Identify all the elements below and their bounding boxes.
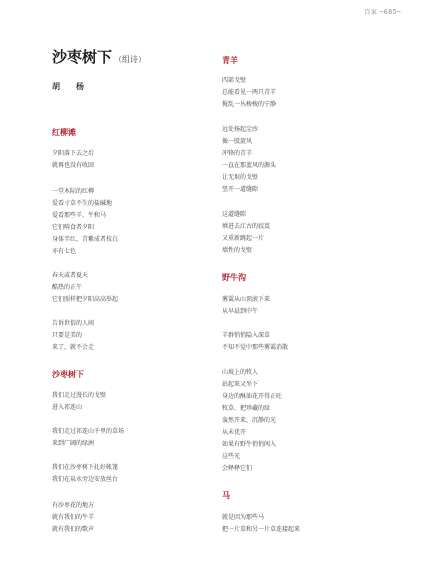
poem-line: 爱看那些羊、牛和马 <box>52 212 107 219</box>
poem-line: 墙性的戈壁 <box>222 247 253 254</box>
poem-line: 不知不觉中那些雾霭消散 <box>222 344 289 351</box>
poem-line: 夕阳落下去之后 <box>52 150 95 157</box>
section-heading: 沙枣树下 <box>52 369 84 379</box>
poem-line: 我们在泉水旁边安放丝台 <box>52 476 119 483</box>
poem-line: 远处扬起尘沙 <box>222 126 259 133</box>
poem-line: 羊群悄悄隐入深草 <box>222 332 271 339</box>
poem-line: 它们照样把夕阳高高举起 <box>52 296 119 303</box>
poem-line: 这道缝隙 <box>222 211 247 218</box>
poem-line: 让无垠的戈壁 <box>222 174 259 181</box>
poem-line: 我们走过漫长的戈壁 <box>52 392 107 399</box>
poem-line: 我们在沙枣树下扎好帐篷 <box>52 464 119 471</box>
poem-line: 爱看寸草不生的盐碱地 <box>52 200 113 207</box>
poem-line: 来了，就不会走 <box>52 344 95 351</box>
poem-line: 总能看见一两只青羊 <box>222 89 277 96</box>
poem-line: 酷热的正午 <box>52 284 83 291</box>
section-heading: 野牛沟 <box>222 272 246 282</box>
poem-line: 牧草、把珍藏的绿 <box>222 405 271 412</box>
poem-line: 雾霭从山顶滚下来 <box>222 296 271 303</box>
running-head: 百家 ─685─ <box>364 9 401 16</box>
poem-line: 只要是美的 <box>52 332 83 339</box>
poem-title <box>52 46 146 67</box>
poem-line: 有沙枣花的地方 <box>52 502 95 509</box>
poem-line: 进入祁连山 <box>52 404 83 411</box>
poem-line: 它们啃食者夕阳 <box>52 224 95 231</box>
poem-line: 一直在那蓝风的源头 <box>222 162 277 169</box>
poem-line: 我们走过祁连山千里的草场 <box>52 428 125 435</box>
poem-line: 会释释它们 <box>222 465 253 472</box>
poem-line: 冲锋的青羊 <box>222 150 253 157</box>
poem-subtitle: （组诗） <box>114 55 147 64</box>
author <box>52 81 100 92</box>
poem-line: 又重新跳起一片 <box>222 235 265 242</box>
poem-line: 填进去江古的寂寞 <box>222 223 271 230</box>
poem-line: 四部戈壁 <box>222 77 247 84</box>
section-heading: 马 <box>222 490 230 500</box>
poem-line: 搅乱一丛梭梭的宁静 <box>222 101 277 108</box>
section-heading: 红柳滩 <box>52 127 76 137</box>
poem-line: 就有我们的牛羊 <box>52 514 95 521</box>
poem-line: 从早晨到中午 <box>222 308 259 315</box>
poem-line: 就有我们的歌声 <box>52 526 95 533</box>
poem-line: 从未优开 <box>222 429 247 436</box>
author-char: 胡 <box>52 81 60 91</box>
poem-line: 像一股旋风 <box>222 138 253 145</box>
poem-line: 一堂木际的红柳 <box>52 188 95 195</box>
poem-line: 轰然开来，沉静的光 <box>222 417 277 424</box>
poem-line: 来到广阔的绿洲 <box>52 440 95 447</box>
poem-line: 身边的酥油花开得正旺 <box>222 393 283 400</box>
poem-line: 就是因为那些马 <box>222 514 265 521</box>
poem-line: 站起来又坐下 <box>222 381 259 388</box>
section-heading: 青羊 <box>222 55 238 65</box>
poem-line: 告诉世俗的人间 <box>52 320 95 327</box>
poem-line: 身体半红，青紫成者枝白 <box>52 236 119 243</box>
poem-line: 把一片草和另一片草连接起来 <box>222 526 301 533</box>
poem-line: 春天或者夏天 <box>52 272 89 279</box>
poem-line: 山坡上的牧人 <box>222 369 259 376</box>
poem-line: 如果有野牛悄悄闯入 <box>222 441 277 448</box>
poem-title-text: 沙枣树下 <box>52 48 113 66</box>
poem-line: 亦有七色 <box>52 248 77 255</box>
author-char: 杨 <box>76 81 84 91</box>
poem-line: 竖开一道缝隙 <box>222 186 259 193</box>
poem-line: 就再也没有收回 <box>52 162 95 169</box>
poem-line: 这些光 <box>222 453 241 460</box>
